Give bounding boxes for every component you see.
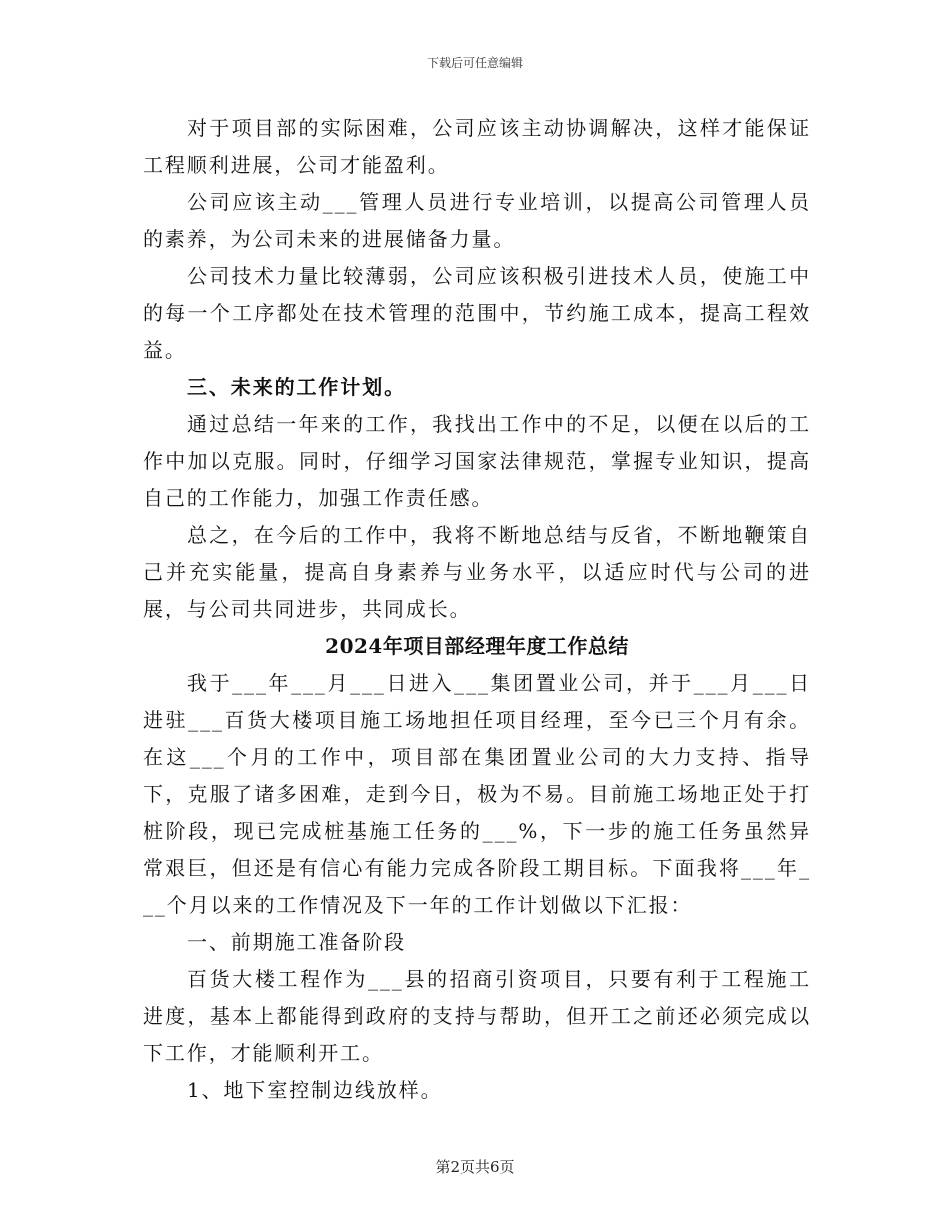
section-heading-preparation: 一、前期施工准备阶段 [187, 930, 406, 954]
paragraph-training: 公司应该主动___管理人员进行专业培训，以提高公司管理人员的素养，为公司未来的进展储备力量。 [143, 190, 811, 251]
page-number: 第2页共6页 [435, 1158, 515, 1176]
page-header-note: 下载后可任意编辑 [426, 56, 523, 70]
document-body [143, 110, 811, 1109]
paragraph-technical-staff: 公司技术力量比较薄弱，公司应该积极引进技术人员，使施工中的每一个工序都处在技术管理的范围中，节约施工成本，提高工程效益。 [143, 264, 811, 362]
section-heading-future-plan: 三、未来的工作计划。 [187, 375, 406, 399]
paragraph-introduction: 我于___年___月___日进入___集团置业公司，并于___月___日进驻___百货大楼项目施工场地担任项目经理，至今已三个月有余。在这___个月的工作中，项目部在集团置业公司的大力支持、指导下，克服了诸多困难，走到今日，极为不易。目前施工场地正处于打桩阶段，现已完成桩基施工任务的___%，下一步的施工任务虽然异常艰巨，但还是有信心有能力完成各阶段工期目标。下面我将___年___个月以来的工作情况及下一年的工作计划做以下汇报： [143, 671, 811, 917]
paragraph-project-background: 百货大楼工程作为___县的招商引资项目，只要有利于工程施工进度，基本上都能得到政府的支持与帮助，但开工之前还必须完成以下工作，才能顺利开工。 [143, 967, 811, 1065]
document-title: 2024年项目部经理年度工作总结 [325, 634, 629, 658]
paragraph-self-improvement: 通过总结一年来的工作，我找出工作中的不足，以便在以后的工作中加以克服。同时，仔细学习国家法律规范，掌握专业知识，提高自己的工作能力，加强工作责任感。 [143, 412, 811, 510]
paragraph-coordination: 对于项目部的实际困难，公司应该主动协调解决，这样才能保证工程顺利进展，公司才能盈利。 [143, 116, 811, 177]
list-item-basement-layout: 1、地下室控制边线放样。 [187, 1078, 443, 1102]
paragraph-conclusion: 总之，在今后的工作中，我将不断地总结与反省，不断地鞭策自己并充实能量，提高自身素养与业务水平，以适应时代与公司的进展，与公司共同进步，共同成长。 [143, 523, 811, 621]
